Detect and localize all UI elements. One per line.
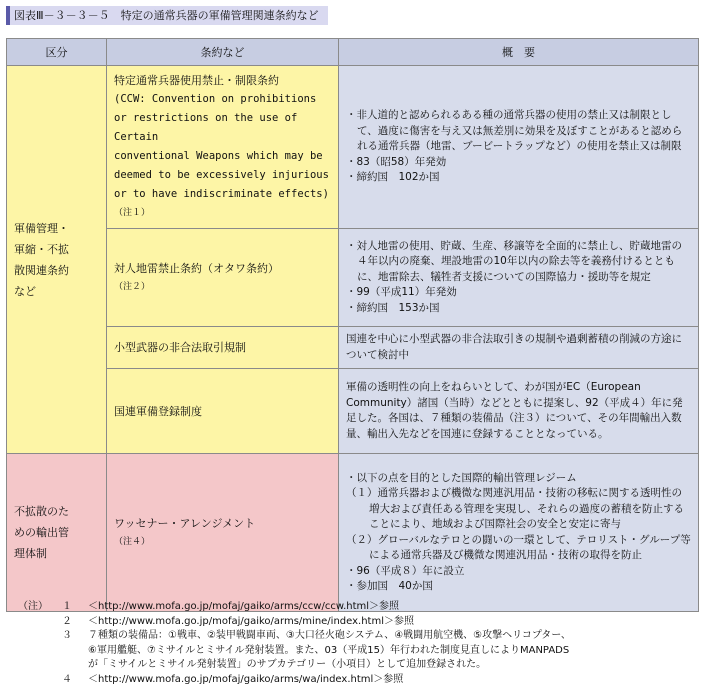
note-reference: （注２） <box>114 281 151 292</box>
note-continuation <box>18 658 698 673</box>
header-treaty: 条約など <box>107 39 339 66</box>
header-category: 区分 <box>7 39 107 66</box>
treaty-name: ワッセナー・アレンジメント <box>114 516 256 530</box>
summary-bullet: ・締約国 102か国 <box>346 171 440 184</box>
notes <box>18 600 698 687</box>
note-number: ３ <box>62 630 72 641</box>
header-summary: 概 要 <box>339 39 699 66</box>
note-item <box>18 629 698 644</box>
treaty-english-line: (CCW: Convention on prohibitions <box>114 93 317 105</box>
category-line: など <box>14 284 36 298</box>
note-reference: （注１） <box>114 208 151 218</box>
note-number: ２ <box>62 615 72 627</box>
figure-title: 図表Ⅲ－３－３－５ 特定の通常兵器の軍備管理関連条約など <box>6 6 328 25</box>
treaty-table <box>6 38 699 612</box>
treaty-small-arms <box>107 327 339 369</box>
treaty-ccw <box>107 66 339 229</box>
table-row <box>7 327 699 369</box>
table-row <box>7 454 699 612</box>
note-item <box>18 615 698 630</box>
note-text: ＜http://www.mofa.go.jp/mofaj/gaiko/arms/wa/index.html＞参照 <box>88 673 404 685</box>
category-line: 軍縮・不拡 <box>14 242 69 256</box>
category-line: 散関連条約 <box>14 263 69 277</box>
note-number: １ <box>62 601 72 612</box>
header-row <box>7 39 699 66</box>
summary-ccw <box>339 66 699 229</box>
summary-text: 軍備の透明性の向上をねらいとして、わが国がEC（European Community）諸国（当時）などとともに提案し、92（平成４）年に発足した。各国は、７種類の装備品（注３）について、その年間輸出入数量、輸出入先などを国連に登録することとなっている。 <box>346 381 683 440</box>
table-row <box>7 369 699 454</box>
treaty-un-register <box>107 369 339 454</box>
treaty-ottawa <box>107 229 339 327</box>
treaty-name: 特定通常兵器使用禁止・制限条約 <box>114 74 279 87</box>
treaty-wassenaar <box>107 454 339 612</box>
summary-bullet: ・締約国 153か国 <box>346 301 440 314</box>
category-line: 理体制 <box>14 547 47 560</box>
treaty-english-line: conventional Weapons which may be <box>114 150 323 162</box>
treaty-name: 小型武器の非合法取引規制 <box>114 341 246 354</box>
summary-ottawa <box>339 229 699 327</box>
treaty-name: 国連軍備登録制度 <box>114 404 202 418</box>
category-arms-control <box>7 66 107 454</box>
note-continuation <box>18 644 698 659</box>
category-line: 軍備管理・ <box>14 221 69 235</box>
summary-item: （２）グローバルなテロとの闘いの一環として、テロリスト・グループ等による通常兵器及び機微な関連汎用品・技術の取得を防止 <box>346 533 691 561</box>
note-text: ７種類の装備品：①戦車、②装甲戦闘車両、③大口径火砲システム、④戦闘用航空機、⑤攻撃ヘリコプター、 <box>88 630 571 641</box>
category-export-control <box>7 454 107 612</box>
note-number: ４ <box>62 673 72 685</box>
summary-small-arms <box>339 327 699 369</box>
treaty-english-line: or restrictions on the use of Certain <box>114 112 298 143</box>
summary-un-register <box>339 369 699 454</box>
treaty-english-line: or to have indiscriminate effects) <box>114 188 329 200</box>
treaty-english-line: deemed to be excessively injurious <box>114 169 329 181</box>
summary-bullet: ・対人地雷の使用、貯蔵、生産、移譲等を全面的に禁止し、貯蔵地雷の４年以内の廃棄、埋設地雷の10年以内の除去等を義務付けるとともに、地雷除去、犠牲者支援についての国際協力・援助等を規定 <box>346 239 682 283</box>
summary-bullet: ・96（平成８）年に設立 <box>346 564 465 577</box>
note-item <box>18 673 698 688</box>
table-row <box>7 229 699 327</box>
notes-label: （注） <box>18 601 48 612</box>
note-text: ＜http://www.mofa.go.jp/mofaj/gaiko/arms/mine/index.html＞参照 <box>88 615 414 627</box>
summary-bullet: ・非人道的と認められるある種の通常兵器の使用の禁止又は制限として、過度に傷害を与え又は無差別に効果を及ぼすことがあると認められる通常兵器（地雷、ブービートラップなど）の使用を禁止又は制限 <box>346 109 683 153</box>
note-item <box>18 600 698 615</box>
summary-wassenaar <box>339 454 699 612</box>
summary-text: 国連を中心に小型武器の非合法取引きの規制や過剰蓄積の削減の方途について検討中 <box>346 333 682 361</box>
note-text: ⑥軍用艦艇、⑦ミサイルとミサイル発射装置。また、03（平成15）年行われた制度見直しによりMANPADS <box>88 644 570 656</box>
summary-bullet: ・参加国 40か国 <box>346 580 433 592</box>
note-reference: （注４） <box>114 536 151 547</box>
note-text: ＜http://www.mofa.go.jp/mofaj/gaiko/arms/ccw/ccw.html＞参照 <box>88 601 400 612</box>
category-line: 不拡散のた <box>14 505 69 518</box>
summary-bullet: ・83（昭58）年発効 <box>346 155 447 168</box>
summary-bullet: ・99（平成11）年発効 <box>346 286 457 299</box>
summary-item: （１）通常兵器および機微な関連汎用品・技術の移転に関する透明性の増大および責任ある管理を実現し、それらの過度の蓄積を防止することにより、地域および国際社会の安全と安定に寄与 <box>346 487 684 530</box>
category-line: めの輸出管 <box>14 526 69 539</box>
treaty-name: 対人地雷禁止条約（オタワ条約） <box>114 261 279 275</box>
note-text: が「ミサイルとミサイル発射装置」のサブカテゴリー（小項目）として追加登録された。 <box>88 659 487 670</box>
summary-bullet: ・以下の点を目的とした国際的輸出管理レジーム <box>346 471 577 484</box>
table-row <box>7 66 699 229</box>
